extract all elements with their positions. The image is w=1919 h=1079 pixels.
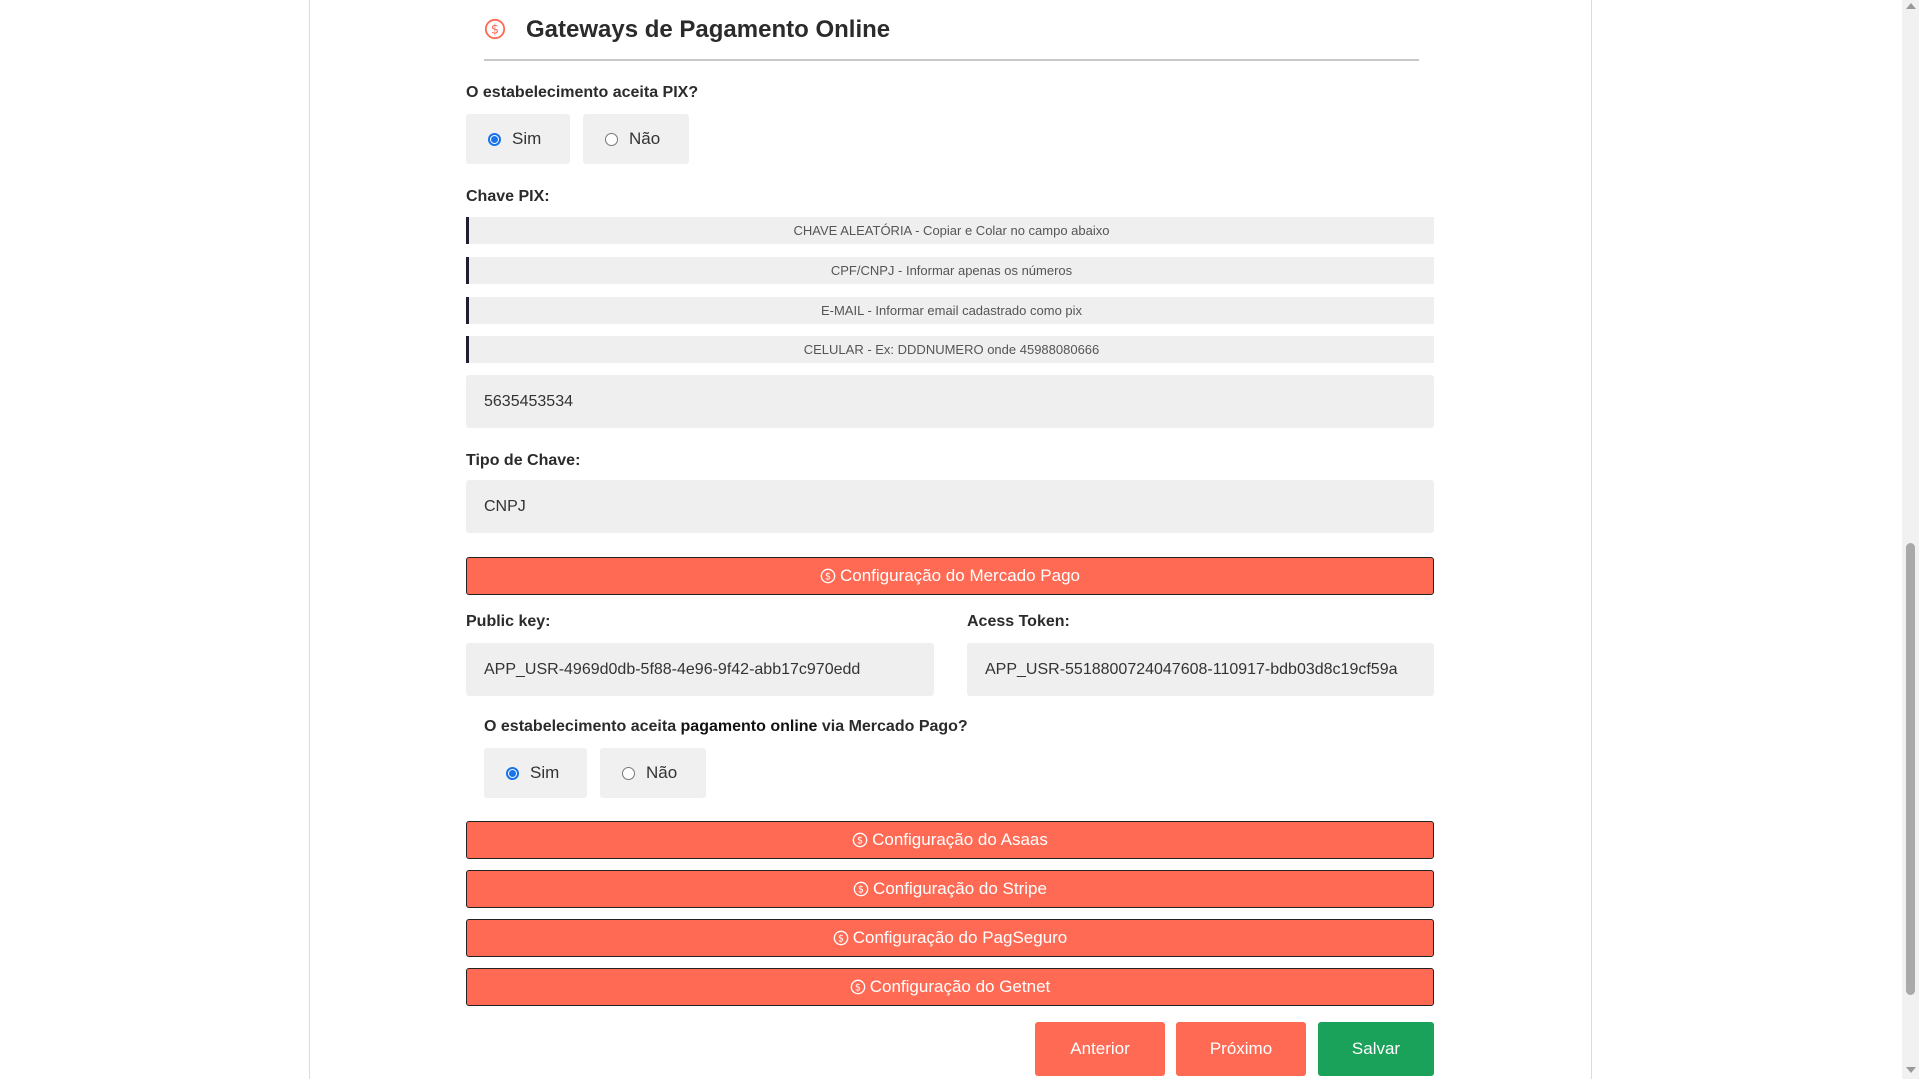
dollar-circle-icon — [853, 881, 869, 897]
svg-text:$: $ — [857, 835, 864, 847]
pagseguro-config-button[interactable] — [466, 919, 1434, 957]
pix-option-nao[interactable] — [583, 114, 689, 164]
content-border-left — [309, 0, 310, 1079]
asaas-config-button[interactable] — [466, 821, 1434, 859]
section-header — [484, 10, 1419, 61]
dollar-circle-icon — [850, 979, 866, 995]
svg-text:$: $ — [858, 884, 865, 896]
mercado-pago-config-button[interactable] — [466, 557, 1434, 595]
radio-checked-icon — [488, 133, 501, 146]
access-token-input[interactable]: APP_USR-5518800724047608-110917-bdb03d8c19cf59a — [967, 643, 1434, 696]
mp-online-question — [484, 718, 968, 736]
pix-key-input[interactable]: 5635453534 — [466, 375, 1434, 428]
pix-hint: CPF/CNPJ - Informar apenas os números — [466, 257, 1434, 284]
key-type-label: Tipo de Chave: — [466, 452, 581, 469]
radio-label: Sim — [530, 763, 560, 782]
question-text: via Mercado Pago? — [817, 718, 968, 735]
radio-unchecked-icon — [605, 133, 618, 146]
pix-hint: CELULAR - Ex: DDDNUMERO onde 45988080666 — [466, 336, 1434, 363]
access-token-label: Acess Token: — [967, 613, 1070, 630]
dollar-circle-icon — [833, 930, 849, 946]
pix-hint: E-MAIL - Informar email cadastrado como pix — [466, 297, 1434, 324]
save-button[interactable]: Salvar — [1318, 1022, 1434, 1076]
radio-checked-icon — [506, 767, 519, 780]
section-title: Gateways de Pagamento Online — [526, 16, 891, 43]
button-label: Configuração do Stripe — [873, 879, 1047, 898]
dollar-circle-icon — [820, 568, 836, 584]
radio-unchecked-icon — [622, 767, 635, 780]
scroll-down-icon[interactable] — [1906, 1067, 1916, 1073]
getnet-config-button[interactable] — [466, 968, 1434, 1006]
button-label: Configuração do Asaas — [872, 830, 1048, 849]
pix-key-label: Chave PIX: — [466, 188, 550, 205]
dollar-circle-icon — [484, 18, 506, 40]
button-label: Configuração do PagSeguro — [852, 928, 1068, 947]
radio-label: Não — [629, 129, 661, 148]
pix-hint: CHAVE ALEATÓRIA - Copiar e Colar no campo abaixo — [466, 217, 1434, 244]
pix-option-sim[interactable] — [466, 114, 570, 164]
svg-text:$: $ — [837, 933, 844, 945]
mp-option-nao[interactable] — [600, 748, 706, 798]
key-type-select[interactable]: CNPJ — [466, 480, 1434, 533]
page-scrollbar[interactable] — [1902, 0, 1919, 1079]
radio-label: Não — [646, 763, 678, 782]
radio-label: Sim — [512, 129, 542, 148]
question-strong: pagamento online — [680, 718, 818, 735]
pix-question-label: O estabelecimento aceita PIX? — [466, 84, 699, 101]
mp-option-sim[interactable] — [484, 748, 587, 798]
svg-text:$: $ — [854, 982, 861, 994]
scroll-up-icon[interactable] — [1906, 3, 1916, 9]
public-key-label: Public key: — [466, 613, 551, 630]
question-text: O estabelecimento aceita — [484, 718, 681, 735]
scrollbar-thumb[interactable] — [1906, 543, 1915, 995]
svg-text:$: $ — [490, 22, 500, 38]
dollar-circle-icon — [852, 832, 868, 848]
svg-text:$: $ — [825, 571, 831, 583]
previous-button[interactable]: Anterior — [1035, 1022, 1165, 1076]
public-key-input[interactable]: APP_USR-4969d0db-5f88-4e96-9f42-abb17c970edd — [466, 643, 934, 696]
button-label: Configuração do Mercado Pago — [839, 566, 1081, 585]
content-border-right — [1591, 0, 1592, 1079]
next-button[interactable]: Próximo — [1176, 1022, 1306, 1076]
stripe-config-button[interactable] — [466, 870, 1434, 908]
button-label: Configuração do Getnet — [869, 977, 1051, 996]
